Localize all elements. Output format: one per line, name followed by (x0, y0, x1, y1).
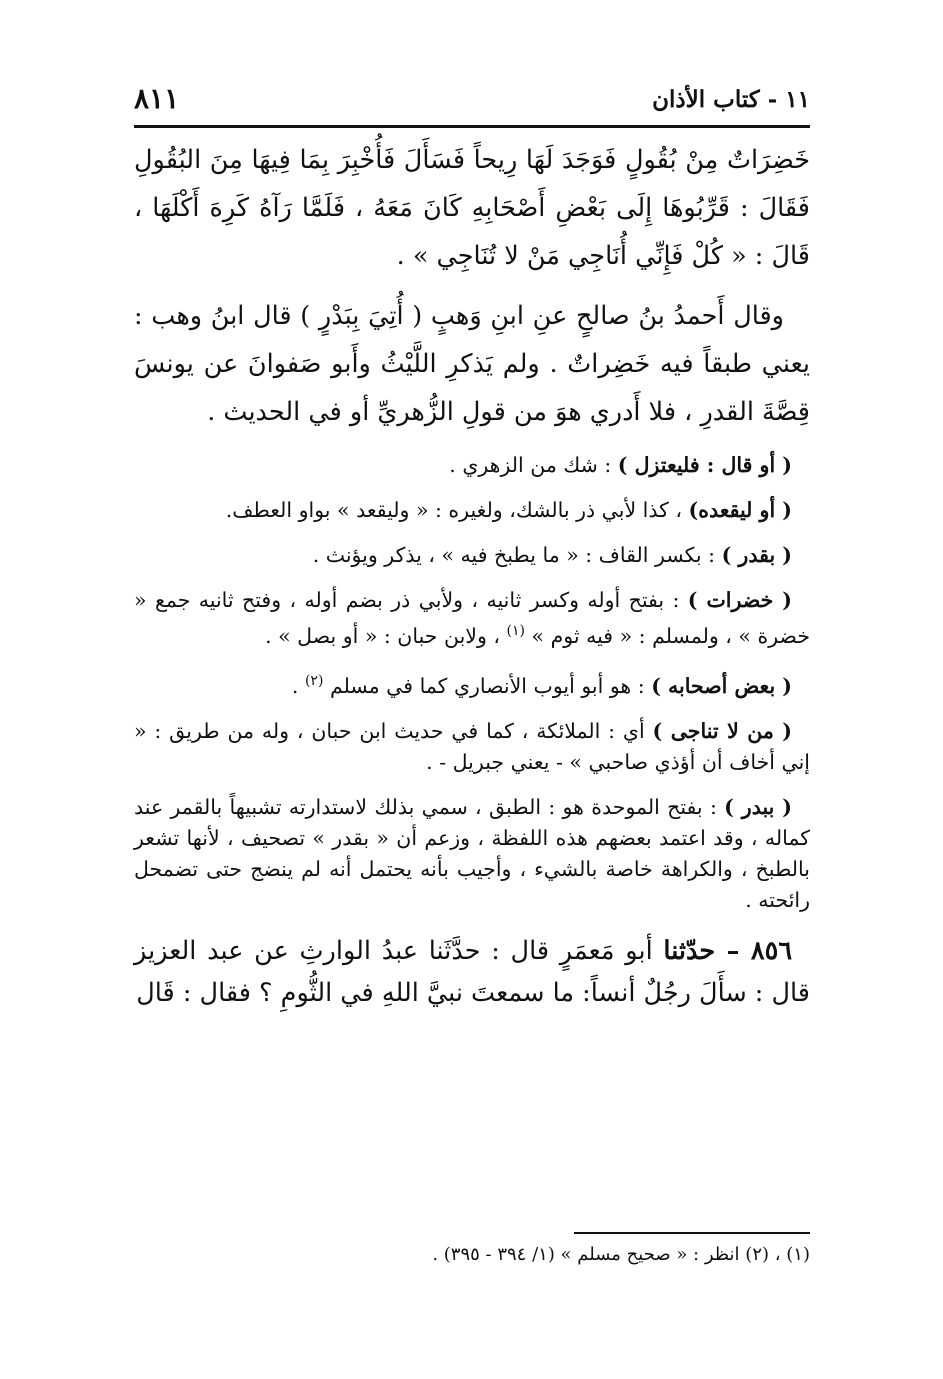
note-paragraph (134, 585, 810, 652)
header-divider (134, 125, 810, 128)
note-text: : هو أبو أيوب الأنصاري كما في مسلم (329, 673, 652, 698)
hadith-number: ٨٥٦ – حدّثنا (663, 935, 793, 966)
page-number: ٨١١ (134, 82, 180, 115)
note-paragraph (134, 792, 810, 916)
footnote: (١) ، (٢) انظر : « صحيح مسلم » (١/ ٣٩٤ - ٣٩٥) . (432, 1244, 810, 1265)
footnote-ref: (١) (506, 623, 525, 639)
note-term: ( ببدر ) (724, 794, 792, 819)
chapter-title: ١١ - كتاب الأذان (652, 86, 810, 113)
note-term: ( أو ليقعده) (688, 498, 792, 522)
note-term: ( بعض أصحابه ) (651, 673, 792, 698)
note-term: ( خضرات ) (687, 588, 792, 612)
footnote-ref: (٢) (304, 672, 324, 689)
note-text: ، ولابن حبان : « أو بصل » . (265, 623, 507, 648)
page-header (134, 82, 810, 122)
note-paragraph (134, 666, 810, 702)
note-text: ، كذا لأبي ذر بالشك، ولغيره : « وليقعد » بواو العطف. (225, 498, 689, 522)
hadith-paragraph: وقال أَحمدُ بنُ صالحٍ عنِ ابنِ وَهبٍ ( أُتِيَ بِبَدْرٍ ) قال ابنُ وهب : يعني طبقاً فيه خَضِراتٌ . ولم يَذكرِ اللَّيْثُ وأَبو صَفوانَ عن يونسَ قِصَّةَ القدرِ ، فلا أَدري هوَ من قولِ الزُّهريِّ أو في الحديث . (134, 301, 810, 427)
hadith-paragraph: خَضِرَاتٌ مِنْ بُقُولٍ فَوَجَدَ لَهَا رِيحاً فَسَأَلَ فَأُخْبِرَ بِمَا فِيهَا مِنَ البُقُولِ فَقَالَ : قَرِّبُوهَا إِلَى بَعْضِ أَصْحَابِهِ كَانَ مَعَهُ ، فَلَمَّا رَآهُ كَرِهَ أَكْلَهَا ، قَالَ : « كُلْ فَإِنِّي أُنَاجِي مَنْ لا تُنَاجِي » . (134, 145, 810, 271)
note-term: ( بقدر ) (721, 543, 792, 567)
note-text: أي : الملائكة ، كما في حديث ابن حبان ، وله من طريق : « إني أخاف أن أؤذي صاحبي » - يعني جبريل - . (134, 718, 810, 774)
note-paragraph (134, 450, 810, 481)
hadith-856 (134, 930, 810, 1014)
note-text: : بفتح أوله وكسر ثانيه ، ولأبي ذر بضم أوله ، وفتح ثانيه جمع « خضرة » ، ولمسلم : « فيه ثوم » (134, 588, 810, 648)
footnote-divider (574, 1232, 810, 1234)
note-text: . (291, 673, 305, 698)
note-text: : بكسر القاف : « ما يطبخ فيه » ، يذكر ويؤنث . (312, 543, 722, 567)
note-text: : بفتح الموحدة هو : الطبق ، سمي بذلك لاستدارته تشبيهاً بالقمر عند كماله ، وقد اعتمد بعضهم هذه اللفظة ، وزعم أن « بقدر » تصحيف ، لأنها تشعر بالطبخ ، والكراهة خاصة بالشيء ، وأجيب بأنه يحتمل أنه لم ينضج حتى تضمحل رائحته . (134, 794, 810, 912)
note-term: ( أو قال : فليعتزل ) (617, 453, 792, 477)
note-term: ( من لا تناجى ) (652, 718, 793, 743)
note-text: : شك من الزهري . (449, 453, 618, 477)
main-text (134, 136, 810, 1014)
note-paragraph (134, 495, 810, 526)
hadith-text: أبو مَعمَرٍ قال : حدَّثَنا عبدُ الوارثِ عن عبد العزيز قال : سأَلَ رجُلٌ أنساً: ما سمعتَ نبيَّ اللهِ في الثُّومِ ؟ فقال : قَال (134, 935, 810, 1008)
note-paragraph (134, 716, 810, 778)
note-paragraph (134, 540, 810, 571)
